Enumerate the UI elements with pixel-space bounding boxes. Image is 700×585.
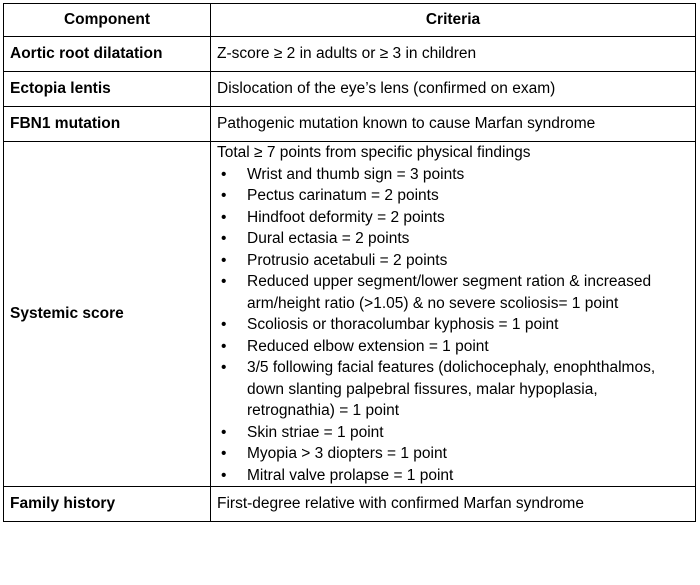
list-item: • Skin striae = 1 point bbox=[217, 422, 689, 444]
criteria-cell: Dislocation of the eye’s lens (confirmed on exam) bbox=[211, 72, 696, 107]
list-item: • Pectus carinatum = 2 points bbox=[217, 185, 689, 207]
criteria-cell: First-degree relative with confirmed Marfan syndrome bbox=[211, 487, 696, 522]
table-row bbox=[4, 37, 696, 72]
header-component: Component bbox=[4, 4, 211, 37]
systemic-findings-list bbox=[217, 164, 689, 487]
component-cell: FBN1 mutation bbox=[4, 107, 211, 142]
component-cell: Systemic score bbox=[4, 142, 211, 487]
criteria-intro: Total ≥ 7 points from specific physical findings bbox=[217, 144, 531, 161]
list-item: • Wrist and thumb sign = 3 points bbox=[217, 164, 689, 186]
header-row bbox=[4, 4, 696, 37]
list-item: • Scoliosis or thoracolumbar kyphosis = 1 point bbox=[217, 314, 689, 336]
list-item: • Mitral valve prolapse = 1 point bbox=[217, 465, 689, 487]
criteria-table bbox=[3, 3, 696, 522]
criteria-cell: Pathogenic mutation known to cause Marfan syndrome bbox=[211, 107, 696, 142]
header-criteria: Criteria bbox=[211, 4, 696, 37]
component-cell: Family history bbox=[4, 487, 211, 522]
table-row bbox=[4, 107, 696, 142]
list-item: • Myopia > 3 diopters = 1 point bbox=[217, 443, 689, 465]
component-cell: Ectopia lentis bbox=[4, 72, 211, 107]
list-item: • 3/5 following facial features (dolichocephaly, enophthalmos, down slanting palpebral fissures, malar hypoplasia, retrognathia) = 1 point bbox=[217, 357, 689, 422]
list-item: • Hindfoot deformity = 2 points bbox=[217, 207, 689, 229]
criteria-cell bbox=[211, 142, 696, 487]
table-row bbox=[4, 72, 696, 107]
list-item: • Protrusio acetabuli = 2 points bbox=[217, 250, 689, 272]
component-cell: Aortic root dilatation bbox=[4, 37, 211, 72]
table-row bbox=[4, 142, 696, 487]
list-item: • Reduced elbow extension = 1 point bbox=[217, 336, 689, 358]
criteria-cell: Z-score ≥ 2 in adults or ≥ 3 in children bbox=[211, 37, 696, 72]
table-row bbox=[4, 487, 696, 522]
list-item: • Reduced upper segment/lower segment ration & increased arm/height ratio (>1.05) & no severe scoliosis= 1 point bbox=[217, 271, 689, 314]
list-item: • Dural ectasia = 2 points bbox=[217, 228, 689, 250]
